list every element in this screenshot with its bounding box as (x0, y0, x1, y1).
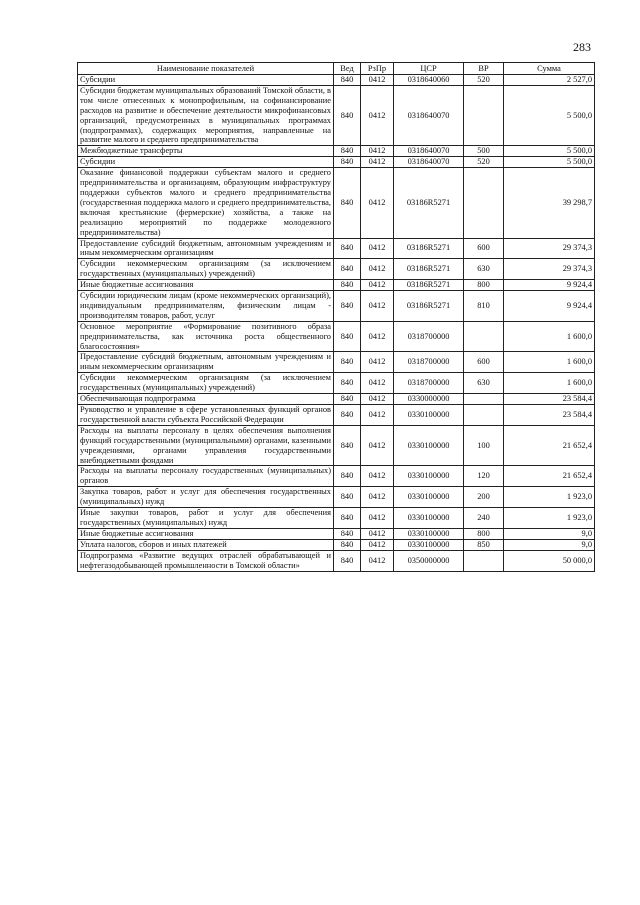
cell-rzpr: 0412 (361, 373, 394, 394)
table-row (78, 352, 595, 373)
cell-ved: 840 (334, 425, 361, 466)
cell-ved: 840 (334, 75, 361, 86)
table-row (78, 539, 595, 550)
budget-table (77, 62, 595, 572)
column-header-rzpr: РзПр (361, 63, 394, 75)
cell-name: Расходы на выплаты персоналу в целях обеспечения выполнения функций государственными (муниципальными) органами, казенными учреждениями, органами управления государственными внебюджетными фондами (78, 425, 334, 466)
cell-ved: 840 (334, 85, 361, 145)
table-row (78, 168, 595, 238)
cell-name: Предоставление субсидий бюджетным, автономным учреждениям и иным некоммерческим организациям (78, 352, 334, 373)
cell-rzpr: 0412 (361, 157, 394, 168)
table-row (78, 157, 595, 168)
cell-rzpr: 0412 (361, 321, 394, 352)
cell-csr: 0330100000 (394, 508, 464, 529)
table-row (78, 508, 595, 529)
cell-name: Оказание финансовой поддержки субъектам малого и среднего предпринимательства и организациям, образующим инфраструктуру поддержки субъектов малого и среднего предпринимательства (государственная поддержка малого и среднего предпринимательства, включая крестьянские (фермерские) хозяйства, а также на реализацию мероприятий по поддержке молодежного предпринимательства) (78, 168, 334, 238)
cell-ved: 840 (334, 157, 361, 168)
cell-name: Межбюджетные трансферты (78, 146, 334, 157)
table-row (78, 321, 595, 352)
cell-csr: 0330100000 (394, 487, 464, 508)
cell-csr: 0318700000 (394, 373, 464, 394)
cell-csr: 0330100000 (394, 539, 464, 550)
cell-vr: 850 (464, 539, 504, 550)
cell-csr: 0318700000 (394, 352, 464, 373)
cell-ved: 840 (334, 528, 361, 539)
cell-rzpr: 0412 (361, 539, 394, 550)
cell-name: Субсидии (78, 75, 334, 86)
cell-sum: 1 923,0 (504, 508, 595, 529)
cell-sum: 1 923,0 (504, 487, 595, 508)
column-header-ved: Вед (334, 63, 361, 75)
cell-csr: 0318700000 (394, 321, 464, 352)
cell-sum: 39 298,7 (504, 168, 595, 238)
cell-name: Обеспечивающая подпрограмма (78, 394, 334, 405)
cell-vr (464, 405, 504, 426)
cell-sum: 23 584,4 (504, 405, 595, 426)
cell-name: Основное мероприятие «Формирование позитивного образа предпринимательства, как источника роста общественного благосостояния» (78, 321, 334, 352)
cell-name: Подпрограмма «Развитие ведущих отраслей обрабатывающей и нефтегазодобывающей промышленности в Томской области» (78, 550, 334, 571)
cell-csr: 0330100000 (394, 466, 464, 487)
table-header-row (78, 63, 595, 75)
cell-sum: 1 600,0 (504, 373, 595, 394)
cell-ved: 840 (334, 259, 361, 280)
cell-vr: 500 (464, 146, 504, 157)
cell-ved: 840 (334, 550, 361, 571)
column-header-csr: ЦСР (394, 63, 464, 75)
cell-vr: 600 (464, 238, 504, 259)
cell-sum: 1 600,0 (504, 352, 595, 373)
cell-sum: 5 500,0 (504, 157, 595, 168)
cell-rzpr: 0412 (361, 405, 394, 426)
cell-csr: 03186R5271 (394, 259, 464, 280)
cell-sum: 5 500,0 (504, 146, 595, 157)
cell-vr: 600 (464, 352, 504, 373)
cell-vr: 630 (464, 259, 504, 280)
cell-ved: 840 (334, 321, 361, 352)
cell-vr (464, 85, 504, 145)
cell-vr: 520 (464, 75, 504, 86)
cell-sum: 5 500,0 (504, 85, 595, 145)
table-row (78, 487, 595, 508)
table-row (78, 466, 595, 487)
cell-rzpr: 0412 (361, 466, 394, 487)
table-row (78, 146, 595, 157)
cell-ved: 840 (334, 539, 361, 550)
cell-rzpr: 0412 (361, 508, 394, 529)
cell-ved: 840 (334, 373, 361, 394)
cell-ved: 840 (334, 146, 361, 157)
cell-ved: 840 (334, 405, 361, 426)
cell-name: Субсидии некоммерческим организациям (за исключением государственных (муниципальных) учреждений) (78, 259, 334, 280)
cell-ved: 840 (334, 280, 361, 291)
cell-rzpr: 0412 (361, 550, 394, 571)
cell-ved: 840 (334, 168, 361, 238)
cell-csr: 03186R5271 (394, 238, 464, 259)
cell-name: Субсидии юридическим лицам (кроме некоммерческих организаций), индивидуальным предпринимателям, физическим лицам - производителям товаров, работ, услуг (78, 291, 334, 322)
cell-vr: 800 (464, 528, 504, 539)
column-header-name: Наименование показателей (78, 63, 334, 75)
table-row (78, 85, 595, 145)
cell-vr (464, 321, 504, 352)
cell-name: Руководство и управление в сфере установленных функций органов государственной власти субъекта Российской Федерации (78, 405, 334, 426)
cell-rzpr: 0412 (361, 85, 394, 145)
cell-csr: 0350000000 (394, 550, 464, 571)
cell-csr: 03186R5271 (394, 291, 464, 322)
table-row (78, 528, 595, 539)
cell-name: Иные бюджетные ассигнования (78, 528, 334, 539)
cell-rzpr: 0412 (361, 394, 394, 405)
cell-ved: 840 (334, 394, 361, 405)
cell-rzpr: 0412 (361, 487, 394, 508)
cell-ved: 840 (334, 508, 361, 529)
cell-vr: 240 (464, 508, 504, 529)
cell-rzpr: 0412 (361, 146, 394, 157)
table-row (78, 405, 595, 426)
cell-csr: 0318640070 (394, 157, 464, 168)
cell-name: Предоставление субсидий бюджетным, автономным учреждениям и иным некоммерческим организациям (78, 238, 334, 259)
cell-sum: 21 652,4 (504, 466, 595, 487)
cell-sum: 21 652,4 (504, 425, 595, 466)
cell-csr: 0318640070 (394, 85, 464, 145)
cell-csr: 0330000000 (394, 394, 464, 405)
cell-name: Иные закупки товаров, работ и услуг для обеспечения государственных (муниципальных) нужд (78, 508, 334, 529)
cell-ved: 840 (334, 291, 361, 322)
cell-csr: 0318640070 (394, 146, 464, 157)
cell-rzpr: 0412 (361, 291, 394, 322)
cell-sum: 2 527,0 (504, 75, 595, 86)
cell-rzpr: 0412 (361, 425, 394, 466)
cell-sum: 1 600,0 (504, 321, 595, 352)
table-row (78, 259, 595, 280)
cell-vr (464, 394, 504, 405)
cell-sum: 9 924,4 (504, 280, 595, 291)
table-body (78, 75, 595, 572)
table-row (78, 373, 595, 394)
cell-name: Расходы на выплаты персоналу государственных (муниципальных) органов (78, 466, 334, 487)
cell-name: Уплата налогов, сборов и иных платежей (78, 539, 334, 550)
cell-csr: 0330100000 (394, 425, 464, 466)
page-number: 283 (573, 40, 591, 54)
table-row (78, 394, 595, 405)
cell-sum: 9,0 (504, 528, 595, 539)
cell-name: Закупка товаров, работ и услуг для обеспечения государственных (муниципальных) нужд (78, 487, 334, 508)
cell-rzpr: 0412 (361, 259, 394, 280)
cell-rzpr: 0412 (361, 75, 394, 86)
cell-csr: 0318640060 (394, 75, 464, 86)
cell-rzpr: 0412 (361, 528, 394, 539)
table-row (78, 280, 595, 291)
cell-vr: 630 (464, 373, 504, 394)
cell-rzpr: 0412 (361, 352, 394, 373)
cell-rzpr: 0412 (361, 280, 394, 291)
cell-sum: 29 374,3 (504, 259, 595, 280)
cell-name: Субсидии бюджетам муниципальных образований Томской области, в том числе отнесенных к монопрофильным, на софинансирование расходов на развитие и обеспечение деятельности микрофинансовых организаций, предусмотренных в муниципальных программах (подпрограммах), содержащих мероприятия, направленные на развитие малого и среднего предпринимательства (78, 85, 334, 145)
column-header-vr: ВР (464, 63, 504, 75)
cell-sum: 29 374,3 (504, 238, 595, 259)
cell-vr: 520 (464, 157, 504, 168)
cell-vr: 100 (464, 425, 504, 466)
column-header-sum: Сумма (504, 63, 595, 75)
table-row (78, 238, 595, 259)
cell-ved: 840 (334, 466, 361, 487)
cell-vr: 810 (464, 291, 504, 322)
table-row (78, 291, 595, 322)
cell-vr (464, 168, 504, 238)
cell-csr: 03186R5271 (394, 280, 464, 291)
cell-vr: 800 (464, 280, 504, 291)
cell-name: Иные бюджетные ассигнования (78, 280, 334, 291)
cell-sum: 9 924,4 (504, 291, 595, 322)
cell-ved: 840 (334, 352, 361, 373)
cell-csr: 0330100000 (394, 528, 464, 539)
cell-vr (464, 550, 504, 571)
cell-sum: 9,0 (504, 539, 595, 550)
cell-csr: 03186R5271 (394, 168, 464, 238)
cell-vr: 120 (464, 466, 504, 487)
cell-sum: 23 584,4 (504, 394, 595, 405)
cell-name: Субсидии (78, 157, 334, 168)
table-row (78, 550, 595, 571)
cell-ved: 840 (334, 487, 361, 508)
cell-vr: 200 (464, 487, 504, 508)
cell-rzpr: 0412 (361, 238, 394, 259)
cell-sum: 50 000,0 (504, 550, 595, 571)
cell-csr: 0330100000 (394, 405, 464, 426)
cell-rzpr: 0412 (361, 168, 394, 238)
table-row (78, 425, 595, 466)
cell-name: Субсидии некоммерческим организациям (за исключением государственных (муниципальных) учреждений) (78, 373, 334, 394)
table-row (78, 75, 595, 86)
cell-ved: 840 (334, 238, 361, 259)
